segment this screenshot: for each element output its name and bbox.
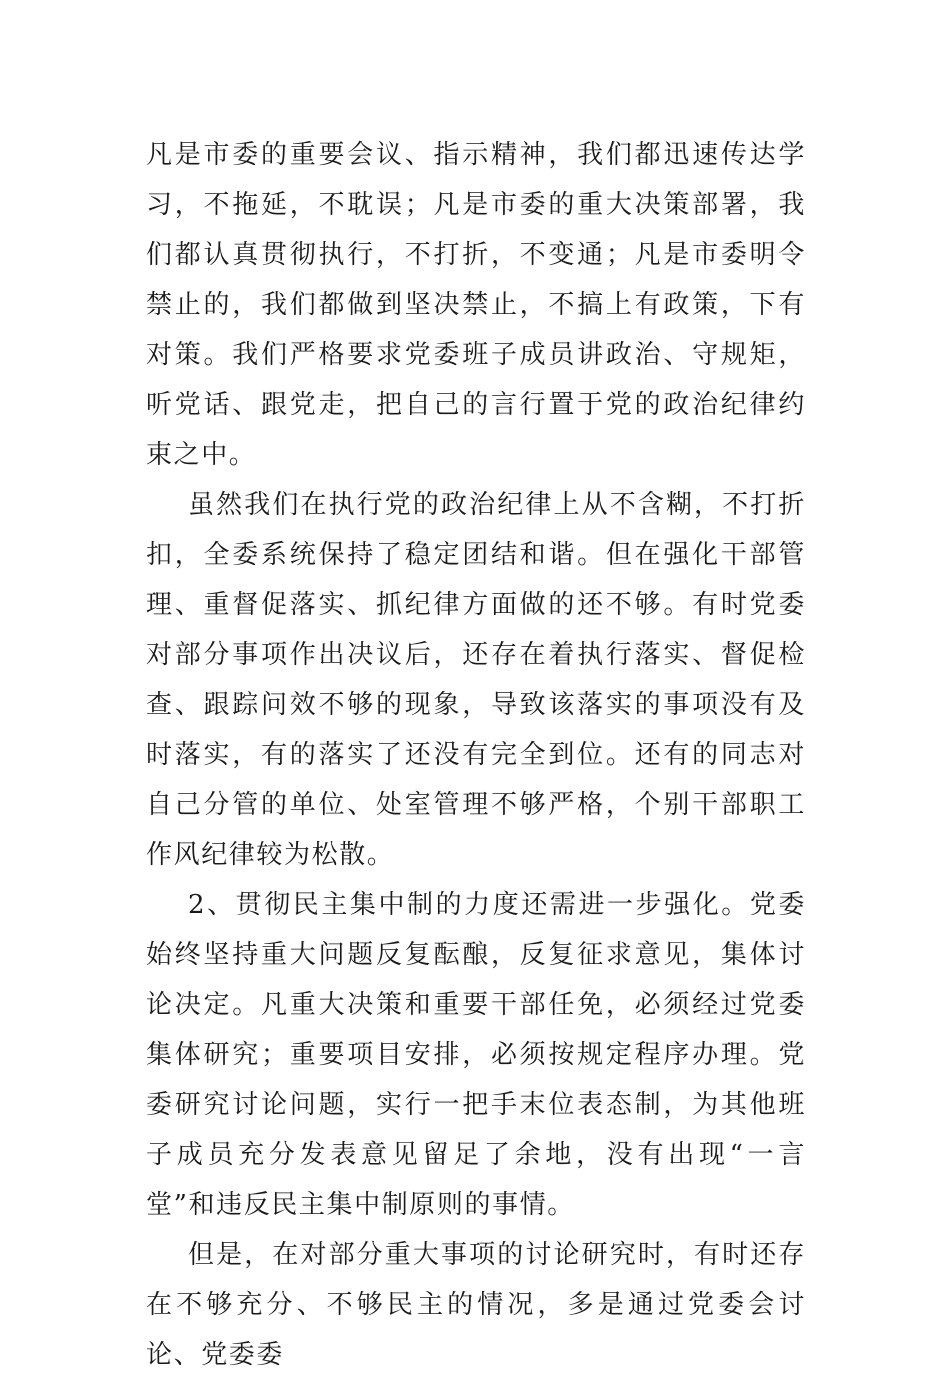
paragraph-discipline-shortcomings: 虽然我们在执行党的政治纪律上从不含糊，不打折扣，全委系统保持了稳定团结和谐。但在强化干部管理、重督促落实、抓纪律方面做的还不够。有时党委对部分事项作出决议后，还存在着执行落实、督促检查、跟踪问效不够的现象，导致该落实的事项没有及时落实，有的落实了还没有完全到位。还有的同志对自己分管的单位、处室管理不够严格，个别干部职工作风纪律较为松散。 [146, 490, 806, 870]
document-body [146, 130, 806, 1380]
paragraph-decision-shortcomings: 但是，在对部分重大事项的讨论研究时，有时还存在不够充分、不够民主的情况，多是通过党委会讨论、党委委 [146, 1240, 806, 1370]
paragraph-democratic-centralism: 2、贯彻民主集中制的力度还需进一步强化。党委始终坚持重大问题反复酝酿，反复征求意见，集体讨论决定。凡重大决策和重要干部任免，必须经过党委集体研究；重要项目安排，必须按规定程序办理。党委研究讨论问题，实行一把手末位表态制，为其他班子成员充分发表意见留足了余地，没有出现“一言堂”和违反民主集中制原则的事情。 [146, 890, 806, 1220]
paragraph-discipline-practice: 凡是市委的重要会议、指示精神，我们都迅速传达学习，不拖延，不耽误；凡是市委的重大决策部署，我们都认真贯彻执行，不打折，不变通；凡是市委明令禁止的，我们都做到坚决禁止，不搞上有政策，下有对策。我们严格要求党委班子成员讲政治、守规矩，听党话、跟党走，把自己的言行置于党的政治纪律约束之中。 [146, 140, 806, 470]
